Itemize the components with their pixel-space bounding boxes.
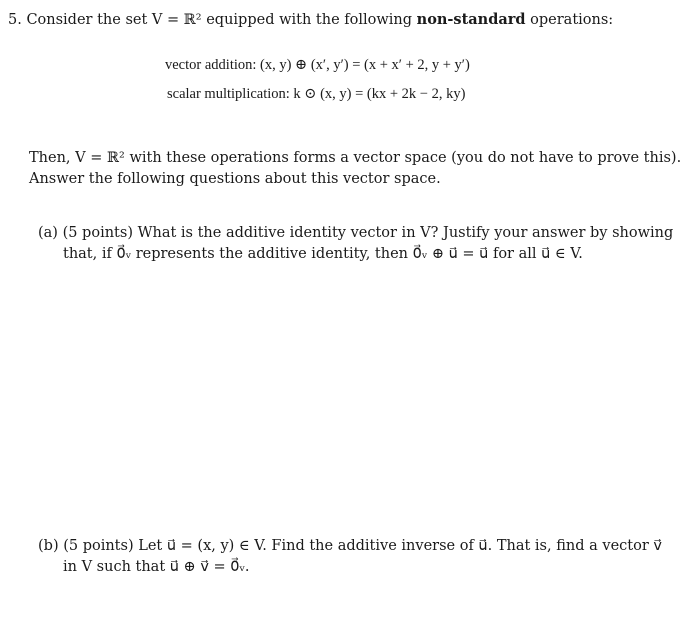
vector-space-statement: Then, V = ℝ² with these operations forms a vector space (you do not have to prove this).	[29, 150, 682, 166]
instructions: Answer the following questions about this vector space.	[29, 171, 441, 187]
part-a-question-continued: that, if 0⃗ᵥ represents the additive identity, then 0⃗ᵥ ⊕ u⃗ = u⃗ for all u⃗ ∈ V.	[63, 246, 583, 262]
vector-addition-definition: vector addition: (x, y) ⊕ (x′, y′) = (x + x′ + 2, y + y′)	[165, 57, 470, 73]
problem-intro: 5. Consider the set V = ℝ² equipped with the following non-standard operations:	[8, 11, 614, 28]
non-standard-emphasis: non-standard	[416, 11, 526, 28]
part-b-question-continued: in V such that u⃗ ⊕ v⃗ = 0⃗ᵥ.	[63, 559, 250, 575]
part-b-question: (b) (5 points) Let u⃗ = (x, y) ∈ V. Find the additive inverse of u⃗. That is, find a vector v⃗	[38, 538, 662, 554]
scalar-multiplication-definition: scalar multiplication: k ⊙ (x, y) = (kx + 2k − 2, ky)	[167, 86, 466, 102]
part-a-question: (a) (5 points) What is the additive identity vector in V? Justify your answer by showing	[38, 225, 674, 241]
